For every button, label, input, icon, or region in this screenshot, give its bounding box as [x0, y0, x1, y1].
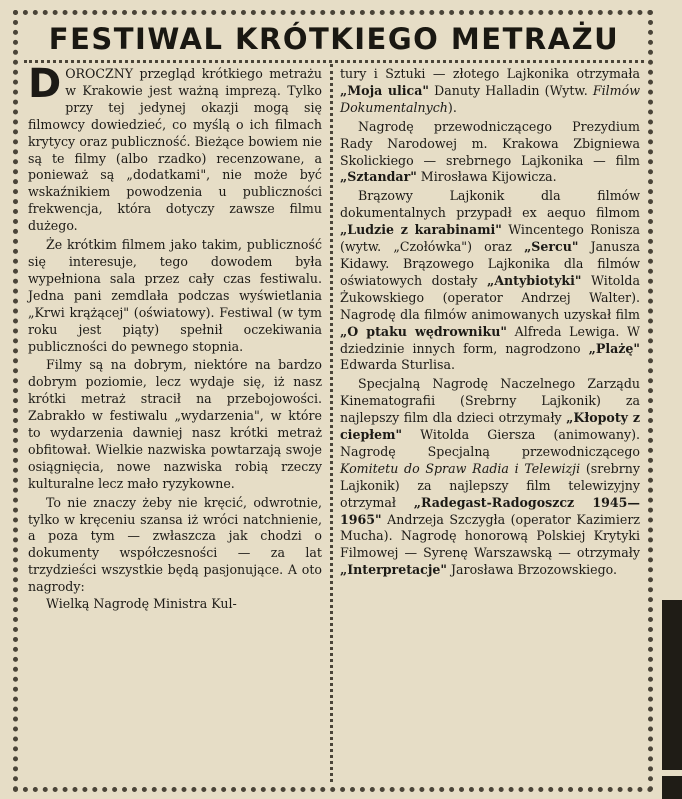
- text-run: Witolda Żukowskiego (operator Andrzej Walter). Nagrodę dla filmów animowanych uzyskał film: [340, 272, 640, 322]
- text-run: Brązowy Lajkonik dla filmów dokumentalnych przypadł ex aequo filmom: [340, 188, 640, 221]
- committee-name: Komitetu do Spraw Radia i Telewizji: [340, 460, 581, 476]
- paragraph-1-text: OROCZNY przegląd krótkiego metrażu w Krakowie jest ważną imprezą. Tylko przy tej jedynej okazji mogą się filmowcy dowiedzieć, co myślą o ich filmach krytycy oraz publiczność. Bieżące bowiem nie są te filmy (albo rzadko) recenzowane, a ponieważ są „dodatkami", nie może być wskaźnikiem powodzenia u publiczności frekwencja, która dotyczy zawsze filmu dużego.: [28, 66, 322, 234]
- page-edge-bar: [662, 776, 682, 799]
- text-run: Jarosława Brzozowskiego.: [447, 562, 617, 578]
- paragraph-9: [340, 376, 640, 579]
- right-column: [340, 66, 640, 579]
- film-title: „Plażę": [588, 340, 640, 356]
- film-title: „Radegast-Radogoszcz 1945—1965": [340, 494, 641, 527]
- paragraph-3: Filmy są na dobrym, niektóre na bardzo dobrym poziomie, lecz wydaje się, iż nasz krótki metraż stracił na przebojowości. Zabrakło w festiwalu „wydarzenia", w które to wydarzenia dawniej nasz krótki metraż obfitował. Wielkie nazwiska powtarzają swoje osiągnięcia, nowe nazwiska robią rzeczy kulturalne lecz mało ryzykowne.: [28, 357, 322, 491]
- text-run: Alfreda Lewiga. W dziedzinie innych form, nagrodzono: [340, 323, 640, 356]
- paragraph-4: To nie znaczy żeby nie kręcić, odwrotnie, tylko w kręceniu szansa iż wróci natchnienie, a poza tym — zwłaszcza jak chodzi o dokumenty współczesności — za lat trzydzieści wszystkie będą pasjonujące. A oto nagrody:: [28, 494, 322, 595]
- studio-name: Filmów Dokumentalnych: [340, 82, 640, 115]
- text-run: Witolda Giersza (animowany). Nagrodę Specjalną przewodniczącego: [340, 427, 640, 459]
- film-title: „Sercu": [524, 239, 579, 255]
- text-run: Edwarda Sturlisa.: [340, 357, 455, 373]
- article-title: FESTIWAL KRÓTKIEGO METRAŻU: [24, 18, 644, 63]
- drop-cap: D: [28, 61, 62, 107]
- film-title: „O ptaku wędrowniku": [340, 323, 507, 339]
- paragraph-5: Wielką Nagrodę Ministra Kul-: [46, 596, 237, 612]
- film-title: „Sztandar": [340, 169, 417, 185]
- left-column: [28, 61, 322, 613]
- paragraph-6: [340, 66, 640, 117]
- text-run: Janusza Kidawy. Brązowego Lajkonika dla filmów oświatowych dostały: [340, 239, 640, 288]
- page-edge-bar: [662, 600, 682, 770]
- film-title: „Antybiotyki": [486, 272, 582, 288]
- text-run: Andrzeja Szczygła (operator Kazimierz Mucha). Nagrodę honorową Polskiej Krytyki Filmowej — Syrenę Warszawską — otrzymały: [340, 511, 640, 561]
- text-run: Wincentego Ronisza (wytw. „Czołówka") oraz: [340, 222, 640, 255]
- paragraph-1: [28, 61, 322, 235]
- column-divider: [330, 64, 333, 782]
- text-run: Specjalną Nagrodę Naczelnego Zarządu Kinematografii (Srebrny Lajkonik) za najlepszy film dla dzieci otrzymały: [340, 376, 640, 426]
- paragraph-2: Że krótkim filmem jako takim, publiczność się interesuje, tego dowodem była wypełniona sala przez cały czas festiwalu. Jedna pani zemdlała podczas wyświetlania „Krwi krążącej" (oświatowy). Festiwal (w tym roku jest piąty) spełnił oczekiwania publiczności do pewnego stopnia.: [28, 237, 322, 354]
- text-run: Nagrodę przewodniczącego Prezydium Rady Narodowej m. Krakowa Zbigniewa Skolickiego — srebrnego Lajkonika — film: [340, 118, 640, 168]
- text-run: (srebrny Lajkonik) za najlepszy film telewizyjny otrzymał: [340, 460, 640, 510]
- film-title: „Kłopoty z ciepłem": [340, 410, 640, 443]
- paragraph-7: [340, 119, 640, 187]
- film-title: „Ludzie z karabinami": [340, 222, 502, 238]
- text-run: Danuty Halladin (Wytw.: [428, 82, 593, 98]
- text-run: tury i Sztuki — złotego Lajkonika otrzymała: [340, 66, 640, 81]
- film-title: „Moja ulica": [340, 82, 429, 98]
- text-run: Mirosława Kijowicza.: [416, 169, 557, 185]
- text-run: ).: [447, 99, 457, 115]
- paragraph-8: [340, 188, 640, 374]
- film-title: „Interpretacje": [340, 562, 447, 578]
